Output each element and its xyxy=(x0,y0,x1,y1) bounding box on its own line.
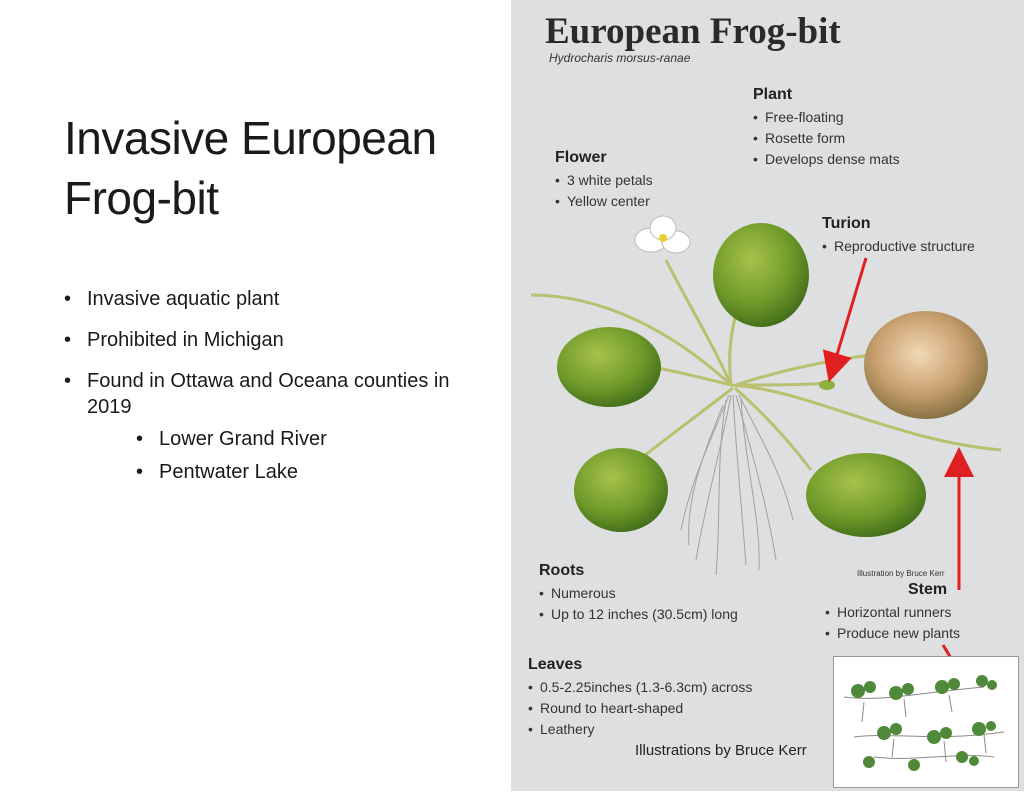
bullet-item-text: Found in Ottawa and Oceana counties in 2019 xyxy=(87,370,450,418)
illustration-credit-small: Illustration by Bruce Kerr xyxy=(857,569,945,578)
plant-item: • Develops dense mats xyxy=(753,149,900,170)
infographic-subtitle: Hydrocharis morsus-ranae xyxy=(549,51,691,65)
mat-illustration xyxy=(834,657,1018,787)
stem-item: • Produce new plants xyxy=(825,623,960,644)
frogbit-mat-inset xyxy=(833,656,1019,788)
roots-item: • Numerous xyxy=(539,583,738,604)
plant-item: • Free-floating xyxy=(753,107,900,128)
roots-heading: Roots xyxy=(539,562,585,579)
slide-title xyxy=(64,108,504,228)
plant-label xyxy=(753,86,900,170)
flower-label xyxy=(555,149,653,212)
slide-title-line-1: Invasive European xyxy=(64,112,437,164)
roots-label xyxy=(539,562,738,625)
stem-item: • Horizontal runners xyxy=(825,602,960,623)
leaf-bottom-left xyxy=(574,448,668,532)
turion-label xyxy=(822,215,975,257)
bullet-list xyxy=(62,286,492,500)
sub-bullet-item: • Pentwater Lake xyxy=(134,459,492,485)
flower-item: • 3 white petals xyxy=(555,170,653,191)
flower-heading: Flower xyxy=(555,149,607,166)
plant-heading: Plant xyxy=(753,86,793,103)
leaves-heading: Leaves xyxy=(528,656,583,673)
infographic-title: European Frog-bit xyxy=(545,11,841,52)
frogbit-infographic xyxy=(511,0,1024,791)
slide-title-line-2: Frog-bit xyxy=(64,172,219,224)
sub-bullet-list xyxy=(87,426,492,485)
turion-item: • Reproductive structure xyxy=(822,236,975,257)
bullet-item: • Prohibited in Michigan xyxy=(62,327,492,353)
roots-illustration xyxy=(681,395,793,575)
leaves-label xyxy=(528,656,752,740)
stem-heading: Stem xyxy=(908,581,948,598)
bullet-item: • Invasive aquatic plant xyxy=(62,286,492,312)
leaves-item: • 0.5-2.25inches (1.3-6.3cm) across xyxy=(528,677,752,698)
turion-bud xyxy=(819,380,835,390)
bullet-item xyxy=(62,368,492,485)
leaves-item: • Leathery xyxy=(528,719,752,740)
leaf-top xyxy=(713,223,809,327)
flower-illustration xyxy=(635,216,690,253)
turion-arrow xyxy=(833,258,866,368)
turion-heading: Turion xyxy=(822,215,871,232)
flower-item: • Yellow center xyxy=(555,191,653,212)
roots-item: • Up to 12 inches (30.5cm) long xyxy=(539,604,738,625)
leaf-bottom-right xyxy=(806,453,926,537)
illustration-credit: Illustrations by Bruce Kerr xyxy=(635,742,807,759)
stem-label xyxy=(825,581,960,644)
sub-bullet-item: • Lower Grand River xyxy=(134,426,492,452)
leaf-left xyxy=(557,327,661,407)
leaf-underside xyxy=(864,311,988,419)
plant-item: • Rosette form xyxy=(753,128,900,149)
leaves-item: • Round to heart-shaped xyxy=(528,698,752,719)
